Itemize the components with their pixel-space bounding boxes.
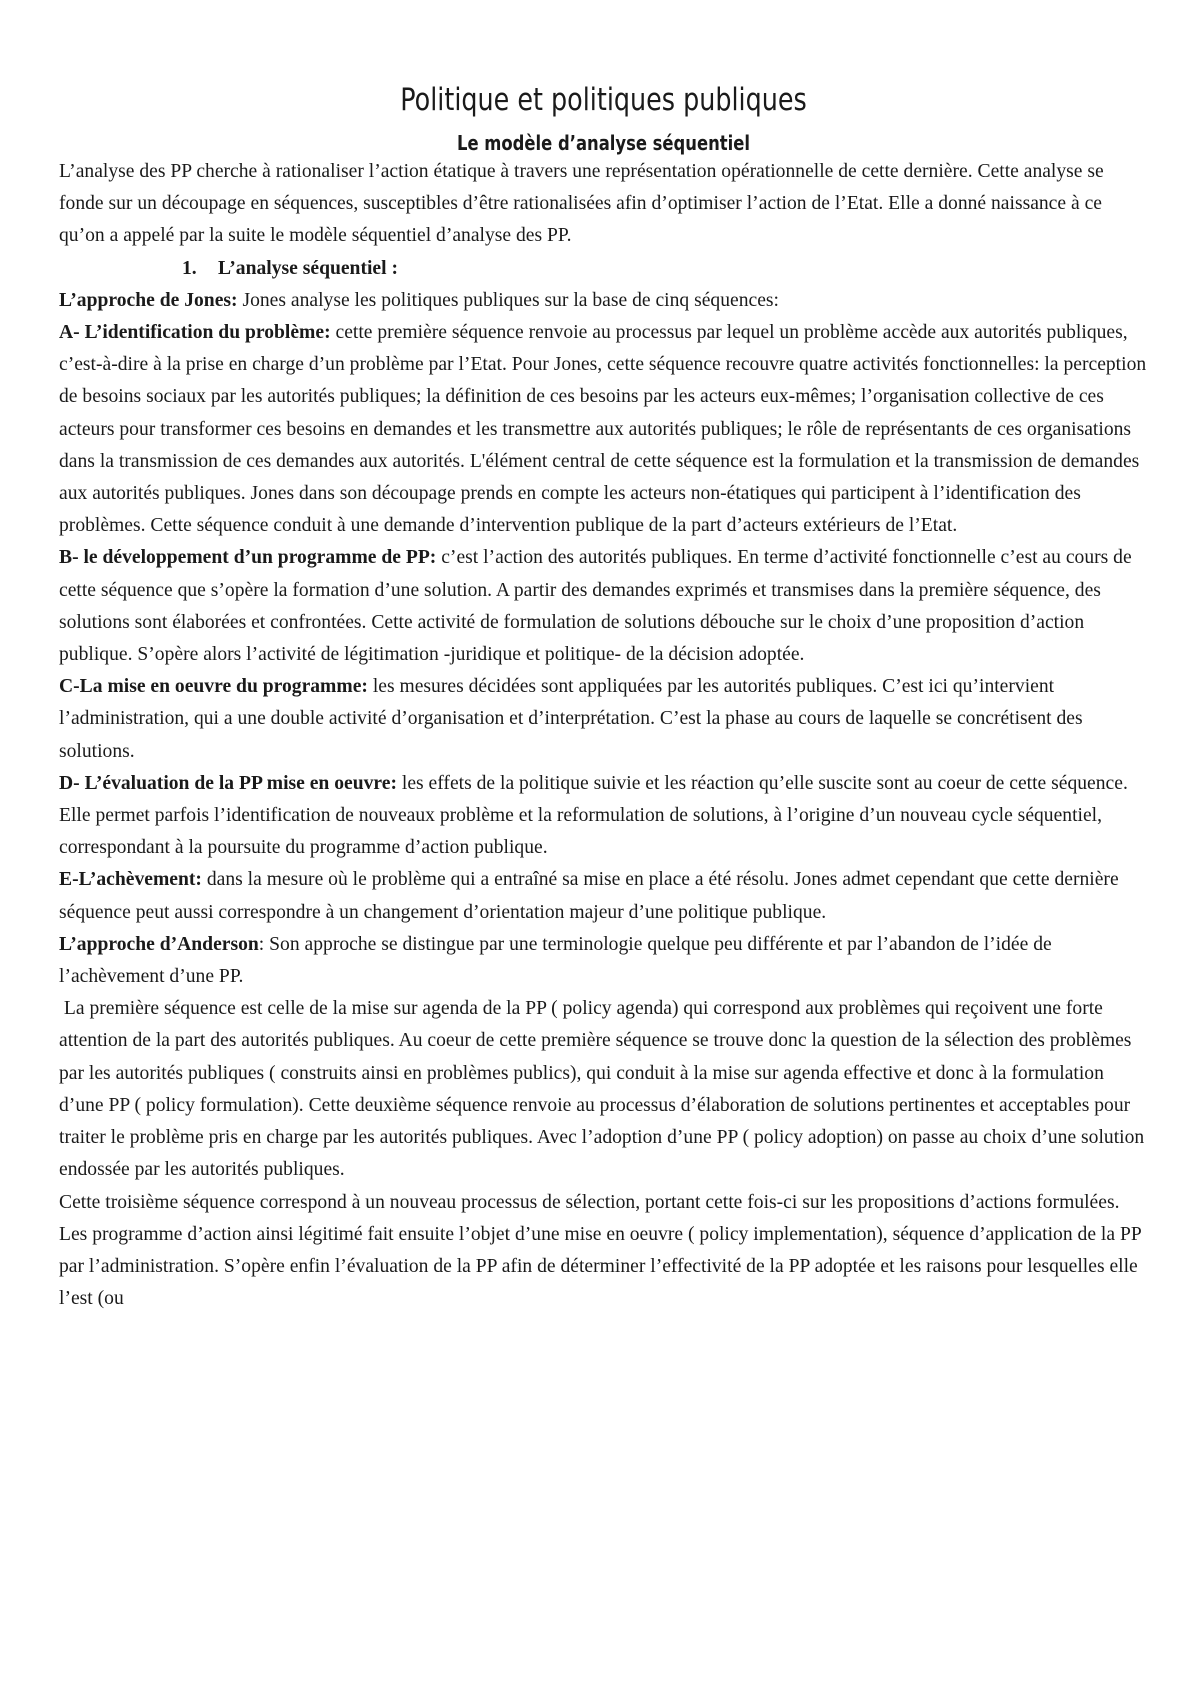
sequence-e-label: E-L’achèvement: [59, 869, 202, 891]
jones-label: L’approche de Jones: [59, 289, 238, 311]
section-number: 1. [182, 257, 197, 279]
sequence-b-label: B- le développement d’un programme de PP: [59, 547, 437, 569]
jones-text: Jones analyse les politiques publiques sur la base de cinq séquences: [237, 289, 779, 311]
sequence-d-paragraph [59, 768, 1148, 865]
section-heading [59, 253, 1148, 285]
sequence-a-label: A- L’identification du problème: [59, 322, 331, 344]
intro-paragraph: L’analyse des PP cherche à rationaliser l’action étatique à travers une représentation opérationnelle de cette dernière. Cette analyse se fonde sur un découpage en séquences, susceptibles d’être rationalisées afin d’optimiser l’action de l’Etat. Elle a donné naissance à ce qu’on a appelé par la suite le modèle séquentiel d’analyse des PP. [59, 161, 1104, 247]
sequence-d-text: les effets de la politique suivie et les réaction qu’elle suscite sont au coeur de cette séquence. Elle permet parfois l’identification de nouveaux problème et la reformulation de solutions, à l’origine d’un nouveau cycle séquentiel, correspondant à la poursuite du programme d’action publique. [59, 772, 1128, 859]
anderson-text: : Son approche se distingue par une terminologie quelque peu différente et par l’abandon de l’idée de l’achèvement d’une PP. [59, 933, 1052, 988]
agenda-paragraph: La première séquence est celle de la mise sur agenda de la PP ( policy agenda) qui correspond aux problèmes qui reçoivent une forte attention de la part des autorités publiques. Au coeur de cette première séquence se trouve donc la question de la sélection des problèmes par les autorités publiques ( construits ainsi en problèmes publics), qui conduit à la mise sur agenda effective et donc à la formulation d’une PP ( policy formulation). Cette deuxième séquence renvoie au processus d’élaboration de solutions pertinentes et acceptables pour traiter le problème pris en charge par les autorités publiques. Avec l’adoption d’une PP ( policy adoption) on passe au choix d’une solution endossée par les autorités publiques. [59, 998, 1150, 1181]
jones-paragraph [59, 285, 1148, 317]
sequence-b-paragraph [59, 542, 1148, 671]
sequence-a-paragraph [59, 317, 1148, 542]
sequence-c-paragraph [59, 671, 1148, 768]
document-subtitle: Le modèle d’analyse séquentiel [457, 131, 750, 155]
sequence-b-text: c’est l’action des autorités publiques. En terme d’activité fonctionnelle c’est au cours de cette séquence que s’opère la formation d’une solution. A partir des demandes exprimés et transmises dans la première séquence, des solutions sont élaborées et confrontées. Cette activité de formulation de solutions débouche sur le choix d’une proposition d’action publique. S’opère alors l’activité de légitimation -juridique et politique- de la décision adoptée. [59, 547, 1132, 666]
sequence-a-text: cette première séquence renvoie au processus par lequel un problème accède aux autorités publiques, c’est-à-dire à la prise en charge d’un problème par l’Etat. Pour Jones, cette séquence recouvre quatre activités fonctionnelles: la perception de besoins sociaux par les autorités publiques; la définition de ces besoins par les acteurs eux-mêmes; l’organisation collective de ces acteurs pour transformer ces besoins en demandes et les transmettre aux autorités publiques; le rôle de représentants de ces organisations dans la transmission de ces demandes aux autorités. L'élément central de cette séquence est la formulation et la transmission de demandes aux autorités publiques. Jones dans son découpage prends en compte les acteurs non-étatiques qui participent à l’identification des problèmes. Cette séquence conduit à une demande d’intervention publique de la part d’acteurs extérieurs de l’Etat. [59, 322, 1147, 537]
sequence-c-label: C-La mise en oeuvre du programme: [59, 676, 368, 698]
document-body [59, 156, 1148, 1315]
sequence-e-text: dans la mesure où le problème qui a entraîné sa mise en place a été résolu. Jones admet cependant que cette dernière séquence peut aussi correspondre à un changement d’orientation majeur d’une politique publique. [59, 869, 1119, 923]
sequence-c-text: les mesures décidées sont appliquées par les autorités publiques. C’est ici qu’intervient l’administration, qui a une double activité d’organisation et d’interprétation. C’est la phase au cours de laquelle se concrétisent des solutions. [59, 676, 1083, 762]
anderson-paragraph [59, 929, 1148, 993]
document-title: Politique et politiques publiques [400, 82, 807, 118]
sequence-d-label: D- L’évaluation de la PP mise en oeuvre: [59, 772, 397, 794]
sequence-e-paragraph [59, 864, 1148, 928]
section-title: L’analyse séquentiel : [218, 257, 398, 279]
anderson-label: L’approche d’Anderson [59, 933, 259, 955]
third-sequence-paragraph: Cette troisième séquence correspond à un nouveau processus de sélection, portant cette fois-ci sur les propositions d’actions formulées. Les programme d’action ainsi légitimé fait ensuite l’objet d’une mise en oeuvre ( policy implementation), séquence d’application de la PP par l’administration. S’opère enfin l’évaluation de la PP afin de déterminer l’effectivité de la PP adoptée et les raisons pour lesquelles elle l’est (ou [59, 1191, 1142, 1310]
